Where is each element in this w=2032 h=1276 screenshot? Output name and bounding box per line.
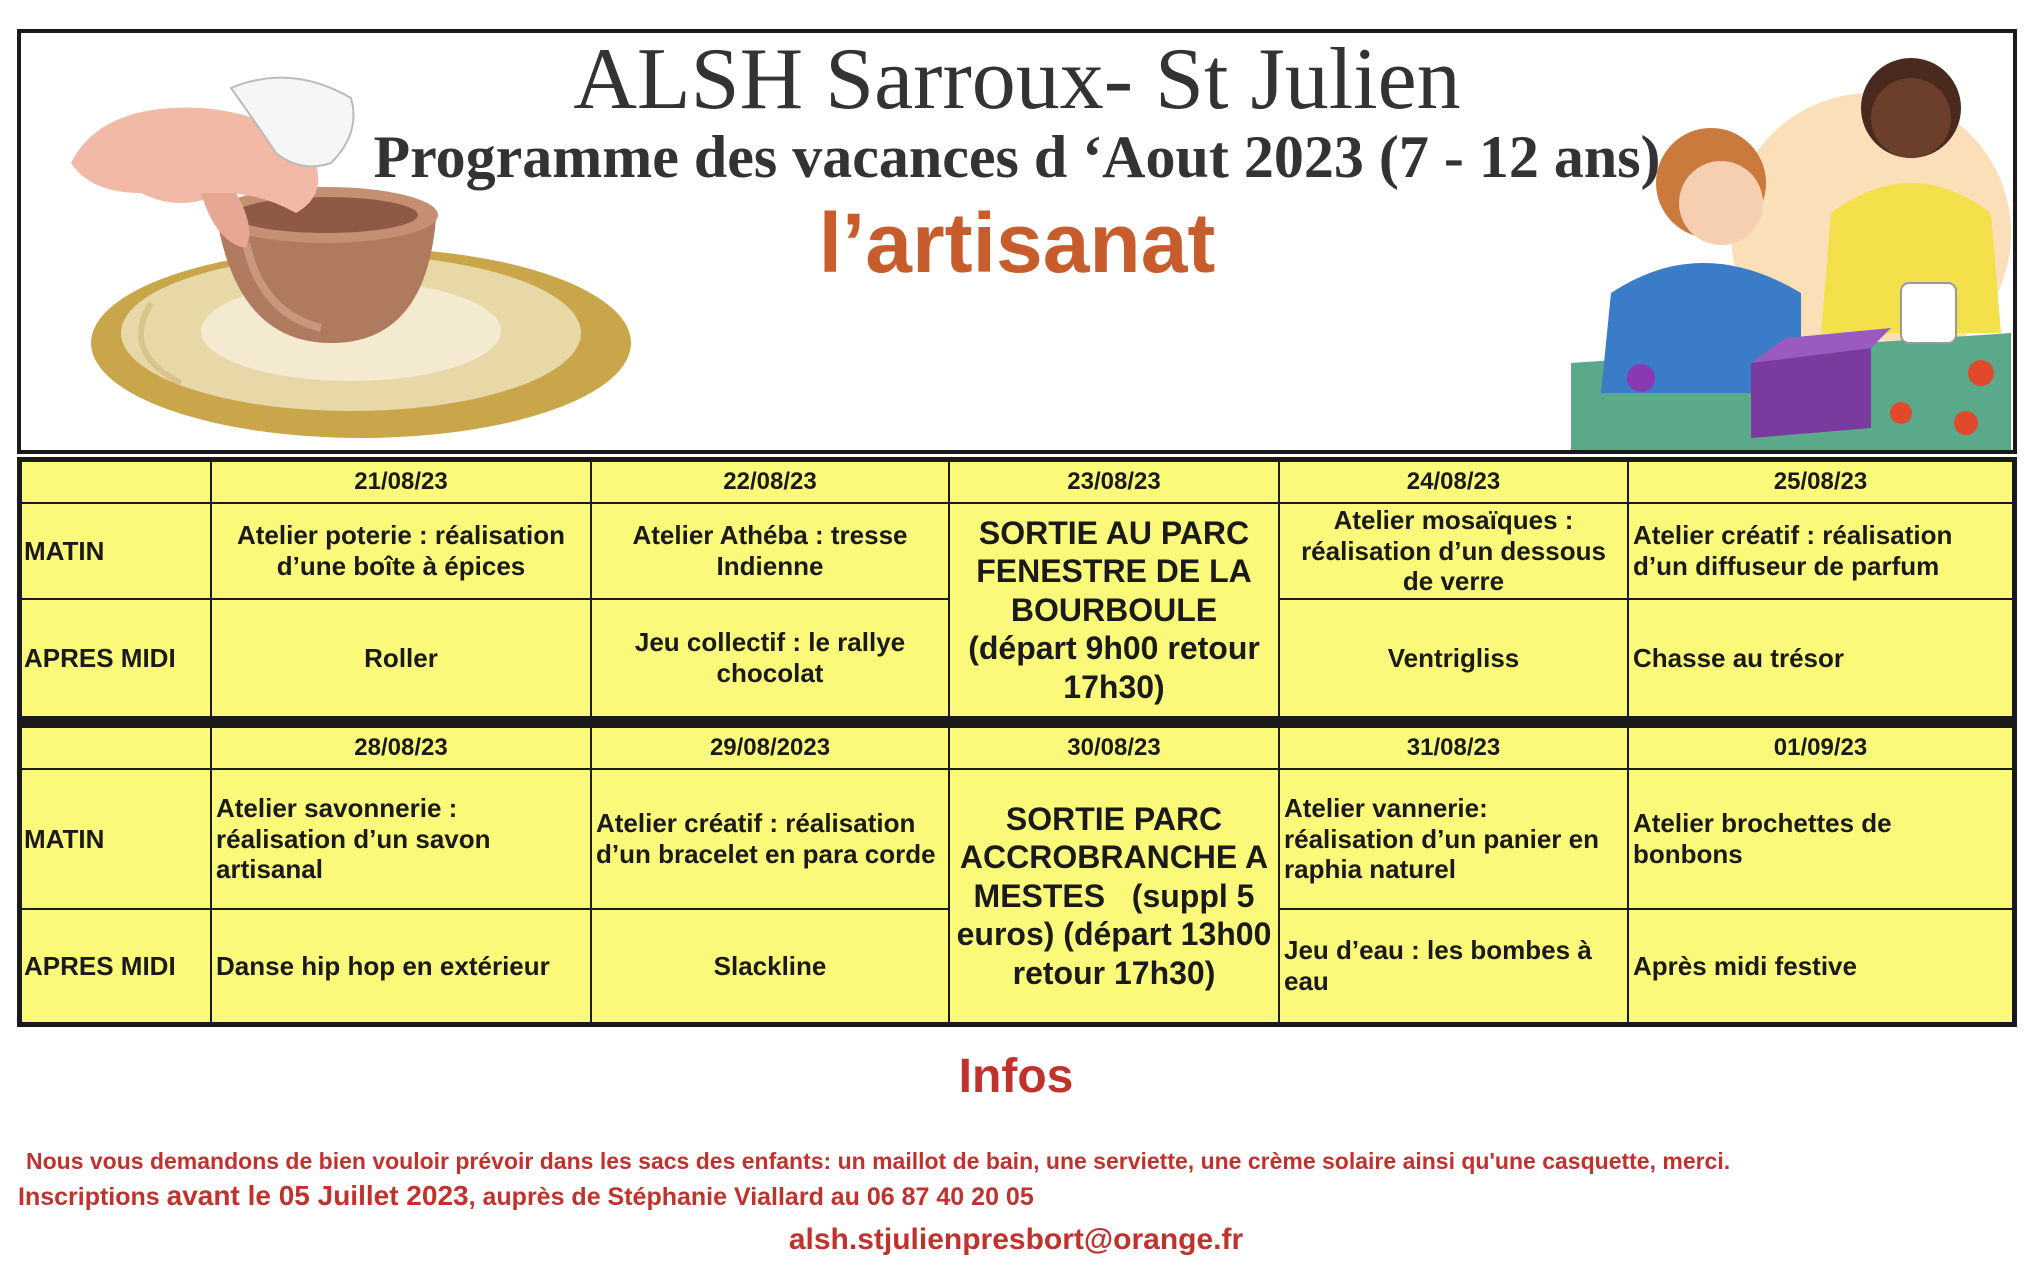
- activity-cell: Chasse au trésor: [1628, 599, 2013, 717]
- date-cell: 31/08/23: [1279, 727, 1628, 769]
- registration-info: [18, 1180, 1034, 1212]
- activity-cell: Atelier Athéba : tresse Indienne: [591, 503, 949, 599]
- date-row: [21, 461, 2013, 503]
- theme-title: l’artisanat: [818, 196, 1216, 290]
- activity-cell: Atelier brochettes de bonbons: [1628, 769, 2013, 909]
- registration-deadline: avant le 05 Juillet 2023: [166, 1180, 469, 1211]
- activity-cell: Atelier créatif : réalisation d’un bracelet en para corde: [591, 769, 949, 909]
- activity-cell: Atelier mosaïques : réalisation d’un dessous de verre: [1279, 503, 1628, 599]
- date-row: [21, 727, 2013, 769]
- corner-cell: [21, 727, 211, 769]
- activity-cell: Après midi festive: [1628, 909, 2013, 1023]
- corner-cell: [21, 461, 211, 503]
- afternoon-label: APRES MIDI: [21, 909, 211, 1023]
- header-banner: [17, 29, 2017, 454]
- infos-heading: Infos: [958, 1050, 1074, 1103]
- packing-instructions: Nous vous demandons de bien vouloir prévoir dans les sacs des enfants: un maillot de bain, une serviette, une crème solaire ainsi qu'une casquette, merci.: [26, 1148, 1731, 1174]
- date-cell: 28/08/23: [211, 727, 591, 769]
- center-title: ALSH Sarroux- St Julien: [573, 31, 1461, 128]
- outing-cell: SORTIE AU PARC FENESTRE DE LA BOURBOULE (départ 9h00 retour 17h30): [949, 503, 1279, 717]
- morning-row: [21, 769, 2013, 909]
- activity-cell: Jeu collectif : le rallye chocolat: [591, 599, 949, 717]
- activity-cell: Roller: [211, 599, 591, 717]
- activity-cell: Slackline: [591, 909, 949, 1023]
- morning-row: [21, 503, 2013, 599]
- activity-cell: Jeu d’eau : les bombes à eau: [1279, 909, 1628, 1023]
- week1-schedule-table: [17, 457, 2017, 721]
- date-cell: 25/08/23: [1628, 461, 2013, 503]
- afternoon-label: APRES MIDI: [21, 599, 211, 717]
- date-cell: 22/08/23: [591, 461, 949, 503]
- activity-cell: Danse hip hop en extérieur: [211, 909, 591, 1023]
- date-cell: 29/08/2023: [591, 727, 949, 769]
- activity-cell: Atelier créatif : réalisation d’un diffuseur de parfum: [1628, 503, 2013, 599]
- program-subtitle: Programme des vacances d ‘Aout 2023 (7 - 12 ans): [373, 124, 1661, 190]
- week2-schedule-table: [17, 721, 2017, 1027]
- date-cell: 24/08/23: [1279, 461, 1628, 503]
- date-cell: 21/08/23: [211, 461, 591, 503]
- date-cell: 01/09/23: [1628, 727, 2013, 769]
- date-cell: 30/08/23: [949, 727, 1279, 769]
- activity-cell: Atelier poterie : réalisation d’une boîte à épices: [211, 503, 591, 599]
- activity-cell: Atelier vannerie: réalisation d’un panier en raphia naturel: [1279, 769, 1628, 909]
- morning-label: MATIN: [21, 769, 211, 909]
- registration-prefix: Inscriptions: [18, 1183, 167, 1211]
- activity-cell: Atelier savonnerie : réalisation d’un savon artisanal: [211, 769, 591, 909]
- children-crafting-illustration: [1571, 33, 2011, 453]
- registration-contact: , auprès de Stéphanie Viallard au 06 87 40 20 05: [468, 1183, 1034, 1211]
- morning-label: MATIN: [21, 503, 211, 599]
- outing-cell: SORTIE PARC ACCROBRANCHE A MESTES (suppl 5 euros) (départ 13h00 retour 17h30): [949, 769, 1279, 1023]
- contact-email-link[interactable]: alsh.stjulienpresbort@orange.fr: [788, 1223, 1244, 1256]
- date-cell: 23/08/23: [949, 461, 1279, 503]
- activity-cell: Ventrigliss: [1279, 599, 1628, 717]
